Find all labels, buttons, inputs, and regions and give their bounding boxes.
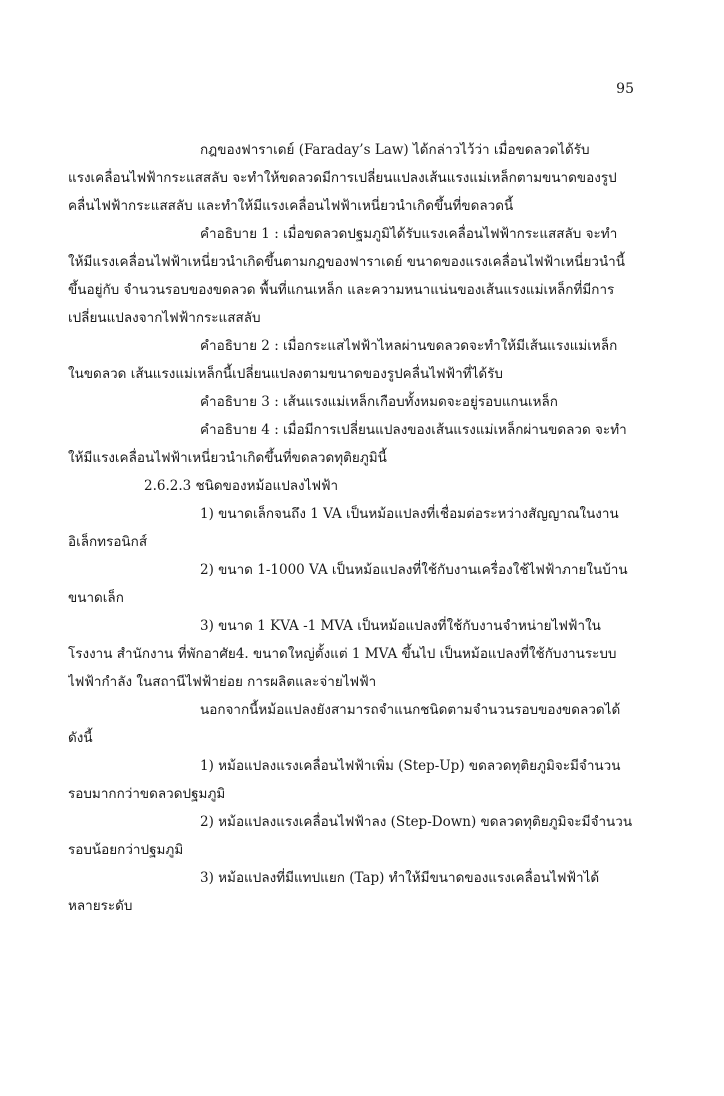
text-line: 3) ขนาด 1 KVA -1 MVA เป็นหม้อแปลงที่ใช้กับงานจำหน่ายไฟฟ้าใน [200,618,601,634]
text-line: ไฟฟ้ากำลัง ในสถานีไฟฟ้าย่อย การผลิตและจ่ายไฟฟ้า [68,674,377,690]
text-line: กฎของฟาราเดย์ (Faraday’s Law) ได้กล่าวไว้ว่า เมื่อขดลวดได้รับ [200,142,590,158]
text-line: คำอธิบาย 1 : เมื่อขดลวดปฐมภูมิได้รับแรงเคลื่อนไฟฟ้ากระแสสลับ จะทำ [200,226,618,242]
text-line: 1) หม้อแปลงแรงเคลื่อนไฟฟ้าเพิ่ม (Step-Up) ขดลวดทุติยภูมิจะมีจำนวน [200,758,621,774]
text-line: อิเล็กทรอนิกส์ [68,534,148,550]
text-line: รอบน้อยกว่าปฐมภูมิ [68,842,184,858]
text-line: ขนาดเล็ก [68,590,124,606]
text-line: รอบมากกว่าขดลวดปฐมภูมิ [68,786,226,802]
text-line: 2) ขนาด 1-1000 VA เป็นหม้อแปลงที่ใช้กับงานเครื่องใช้ไฟฟ้าภายในบ้าน [200,562,628,578]
text-line: หลายระดับ [68,898,133,914]
section-heading: 2.6.2.3 ชนิดของหม้อแปลงไฟฟ้า [144,478,339,494]
text-line: โรงงาน สำนักงาน ที่พักอาศัย4. ขนาดใหญ่ตั้งแต่ 1 MVA ขึ้นไป เป็นหม้อแปลงที่ใช้กับงานระบบ [68,646,617,662]
page-number: 95 [616,81,634,97]
text-line: คำอธิบาย 4 : เมื่อมีการเปลี่ยนแปลงของเส้นแรงแม่เหล็กผ่านขดลวด จะทำ [200,422,627,438]
text-line: คำอธิบาย 3 : เส้นแรงแม่เหล็กเกือบทั้งหมดจะอยู่รอบแกนเหล็ก [200,394,558,410]
text-line: แรงเคลื่อนไฟฟ้ากระแสสลับ จะทำให้ขดลวดมีการเปลี่ยนแปลงเส้นแรงแม่เหล็กตามขนาดของรูป [68,170,617,186]
text-line: ในขดลวด เส้นแรงแม่เหล็กนี้เปลี่ยนแปลงตามขนาดของรูปคลื่นไฟฟ้าที่ได้รับ [68,366,503,382]
text-line: ให้มีแรงเคลื่อนไฟฟ้าเหนี่ยวนำเกิดขึ้นที่ขดลวดทุติยภูมินี้ [68,450,387,466]
text-line: นอกจากนี้หม้อแปลงยังสามารถจำแนกชนิดตามจำนวนรอบของขดลวดได้ [200,702,621,718]
text-line: 1) ขนาดเล็กจนถึง 1 VA เป็นหม้อแปลงที่เชื่อมต่อระหว่างสัญญาณในงาน [200,506,619,522]
text-line: คลื่นไฟฟ้ากระแสสลับ และทำให้มีแรงเคลื่อนไฟฟ้าเหนี่ยวนำเกิดขึ้นที่ขดลวดนี้ [68,198,514,214]
text-line: เปลี่ยนแปลงจากไฟฟ้ากระแสสลับ [68,310,261,326]
text-line: ให้มีแรงเคลื่อนไฟฟ้าเหนี่ยวนำเกิดขึ้นตามกฎของฟาราเดย์ ขนาดของแรงเคลื่อนไฟฟ้าเหนี่ยวนำนี้ [68,254,625,270]
body-text [68,136,634,920]
text-line: ขึ้นอยู่กับ จำนวนรอบของขดลวด พื้นที่แกนเหล็ก และความหนาแน่นของเส้นแรงแม่เหล็กที่มีการ [68,282,615,298]
text-line: 2) หม้อแปลงแรงเคลื่อนไฟฟ้าลง (Step-Down) ขดลวดทุติยภูมิจะมีจำนวน [200,814,633,830]
text-line: คำอธิบาย 2 : เมื่อกระแสไฟฟ้าไหลผ่านขดลวดจะทำให้มีเส้นแรงแม่เหล็ก [200,338,618,354]
text-line: ดังนี้ [68,730,93,746]
text-line: 3) หม้อแปลงที่มีแทปแยก (Tap) ทำให้มีขนาดของแรงเคลื่อนไฟฟ้าได้ [200,870,600,886]
